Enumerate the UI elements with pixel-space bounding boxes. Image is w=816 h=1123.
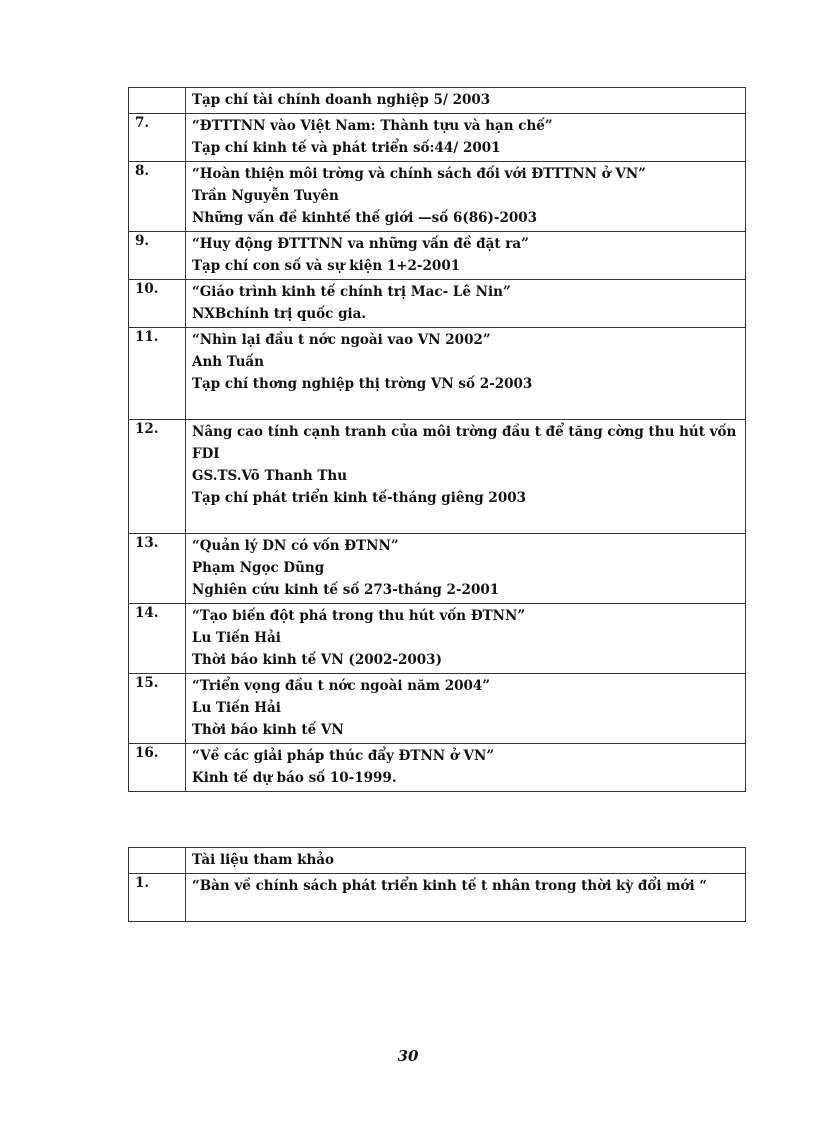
table-row	[129, 604, 746, 674]
entry-number: 13.	[129, 534, 186, 604]
entry-line: “Nhìn lại đầu t nớc ngoài vao VN 2002”	[192, 332, 491, 348]
entry-line: Kinh tế dự báo số 10-1999.	[192, 770, 397, 786]
table-row	[129, 280, 746, 328]
entry-line: “Huy động ĐTTTNN va những vấn đề đặt ra”	[192, 236, 529, 252]
entry-line: Nghiên cứu kinh tế số 273-tháng 2-2001	[192, 582, 500, 598]
entry-line: “Triển vọng đầu t nớc ngoài năm 2004”	[192, 678, 491, 694]
entry-content	[186, 744, 746, 792]
table-row	[129, 874, 746, 922]
entry-number: 12.	[129, 420, 186, 534]
entry-line: Những vấn đề kinhtế thế giới —số 6(86)-2003	[192, 210, 538, 226]
entry-line: Lu Tiến Hải	[192, 700, 281, 716]
entry-content	[186, 328, 746, 420]
table-row	[129, 420, 746, 534]
entry-content	[186, 88, 746, 114]
spacer	[192, 395, 739, 417]
entry-number: 7.	[129, 114, 186, 162]
table-row	[129, 88, 746, 114]
entry-content	[186, 162, 746, 232]
entry-line: “Tạo biến đột phá trong thu hút vốn ĐTNN”	[192, 608, 526, 624]
table-row	[129, 162, 746, 232]
entry-content	[186, 604, 746, 674]
entry-line: Tạp chí phát triển kinh tế-tháng giêng 2003	[192, 490, 526, 506]
entry-number: 14.	[129, 604, 186, 674]
entry-line: GS.TS.Võ Thanh Thu	[192, 468, 348, 484]
entry-content	[186, 674, 746, 744]
spacer	[192, 897, 739, 919]
entry-line: Anh Tuấn	[192, 354, 264, 370]
table-row	[129, 534, 746, 604]
references-table	[128, 87, 746, 792]
table-row	[129, 328, 746, 420]
entry-line: “Về các giải pháp thúc đẩy ĐTNN ở VN”	[192, 748, 495, 764]
entry-line: Lu Tiến Hải	[192, 630, 281, 646]
entry-number: 8.	[129, 162, 186, 232]
references-table-2	[128, 847, 746, 922]
entry-number	[129, 88, 186, 114]
entry-line: Tạp chí thơng nghiệp thị trờng VN số 2-2003	[192, 376, 533, 392]
entry-content	[186, 232, 746, 280]
number-cell	[129, 848, 186, 874]
table-row	[129, 674, 746, 744]
entry-number: 11.	[129, 328, 186, 420]
entry-line: Thời báo kinh tế VN	[192, 722, 344, 738]
entry-line: “Bàn về chính sách phát triển kinh tế t nhân trong thời kỳ đổi mới “	[192, 878, 708, 894]
table-row	[129, 232, 746, 280]
entry-line: “Hoàn thiện môi trờng và chính sách đối với ĐTTTNN ở VN”	[192, 166, 646, 182]
entry-number: 15.	[129, 674, 186, 744]
entry-line: Trần Nguyễn Tuyên	[192, 188, 339, 204]
content-cell	[186, 848, 746, 874]
table-heading: Tài liệu tham khảo	[192, 852, 335, 868]
entry-line: Nâng cao tính cạnh tranh của môi trờng đầu t để tăng cờng thu hút vốn FDI	[192, 424, 737, 462]
entry-line: NXBchính trị quốc gia.	[192, 306, 367, 322]
entry-line: “ĐTTTNN vào Việt Nam: Thành tựu và hạn chế”	[192, 118, 553, 134]
entry-content	[186, 534, 746, 604]
entry-number: 1.	[129, 874, 186, 922]
entry-line: Phạm Ngọc Dũng	[192, 560, 325, 576]
table-row	[129, 114, 746, 162]
entry-content	[186, 114, 746, 162]
entry-content	[186, 874, 746, 922]
entry-line: Tạp chí con số và sự kiện 1+2-2001	[192, 258, 461, 274]
entry-content	[186, 280, 746, 328]
entry-number: 10.	[129, 280, 186, 328]
spacer	[192, 509, 739, 531]
entry-content	[186, 420, 746, 534]
entry-number: 16.	[129, 744, 186, 792]
entry-line: “Quản lý DN có vốn ĐTNN”	[192, 538, 399, 554]
entry-number: 9.	[129, 232, 186, 280]
table-header-row	[129, 848, 746, 874]
page-number: 30	[397, 1047, 419, 1065]
entry-line: “Giáo trình kinh tế chính trị Mac- Lê Nin”	[192, 284, 511, 300]
table-row	[129, 744, 746, 792]
entry-line: Thời báo kinh tế VN (2002-2003)	[192, 652, 442, 668]
entry-line: Tạp chí kinh tế và phát triển số:44/ 2001	[192, 140, 501, 156]
entry-line: Tạp chí tài chính doanh nghiệp 5/ 2003	[192, 92, 491, 108]
